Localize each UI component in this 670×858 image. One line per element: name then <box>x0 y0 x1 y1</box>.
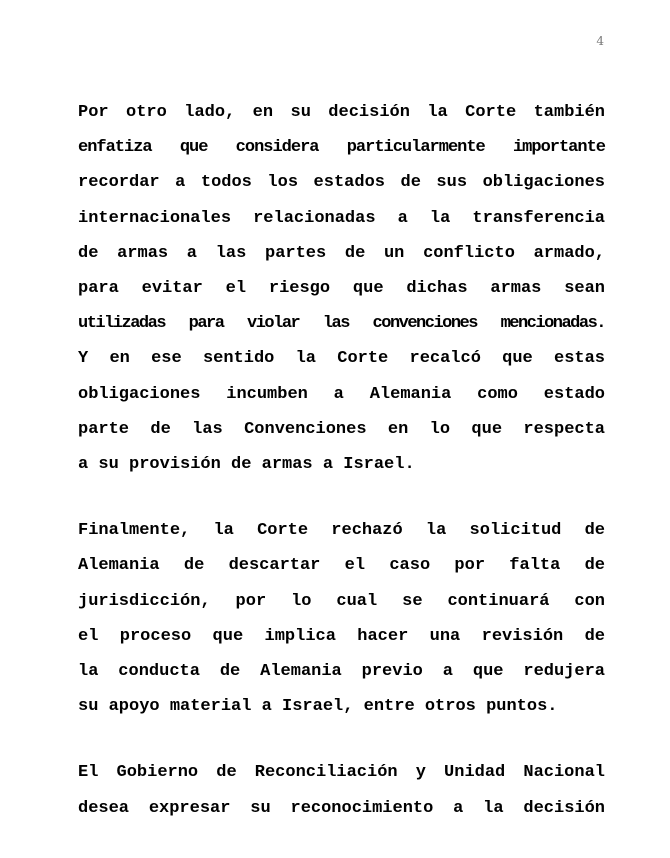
page-number: 4 <box>596 34 604 48</box>
text-line: utilizadas para violar las convenciones mencionadas. <box>78 314 605 334</box>
text-line: desea expresar su reconocimiento a la decisión <box>78 798 605 818</box>
text-line: el proceso que implica hacer una revisión de <box>78 626 605 646</box>
text-line: enfatiza que considera particularmente importante <box>78 138 605 158</box>
text-line: recordar a todos los estados de sus obligaciones <box>78 173 605 193</box>
text-line: obligaciones incumben a Alemania como estado <box>78 384 605 404</box>
text-line: para evitar el riesgo que dichas armas sean <box>78 279 605 299</box>
text-line: El Gobierno de Reconciliación y Unidad Nacional <box>78 763 605 783</box>
text-line: internacionales relacionadas a la transferencia <box>78 208 605 228</box>
text-line: Finalmente, la Corte rechazó la solicitud de <box>78 521 605 541</box>
text-line: la conducta de Alemania previo a que redujera <box>78 662 605 682</box>
document-body <box>78 95 605 857</box>
paragraph-2 <box>78 513 605 724</box>
text-line: Por otro lado, en su decisión la Corte también <box>78 103 605 122</box>
text-line: parte de las Convenciones en lo que respecta <box>78 419 605 439</box>
text-line: de armas a las partes de un conflicto armado, <box>78 243 605 263</box>
text-line: jurisdicción, por lo cual se continuará con <box>78 591 605 611</box>
text-line: Y en ese sentido la Corte recalcó que estas <box>78 349 605 369</box>
paragraph-1 <box>78 95 605 482</box>
text-line: su apoyo material a Israel, entre otros puntos. <box>78 697 558 717</box>
paragraph-3 <box>78 755 605 825</box>
text-line: a su provisión de armas a Israel. <box>78 455 415 475</box>
text-line: Alemania de descartar el caso por falta de <box>78 556 605 576</box>
